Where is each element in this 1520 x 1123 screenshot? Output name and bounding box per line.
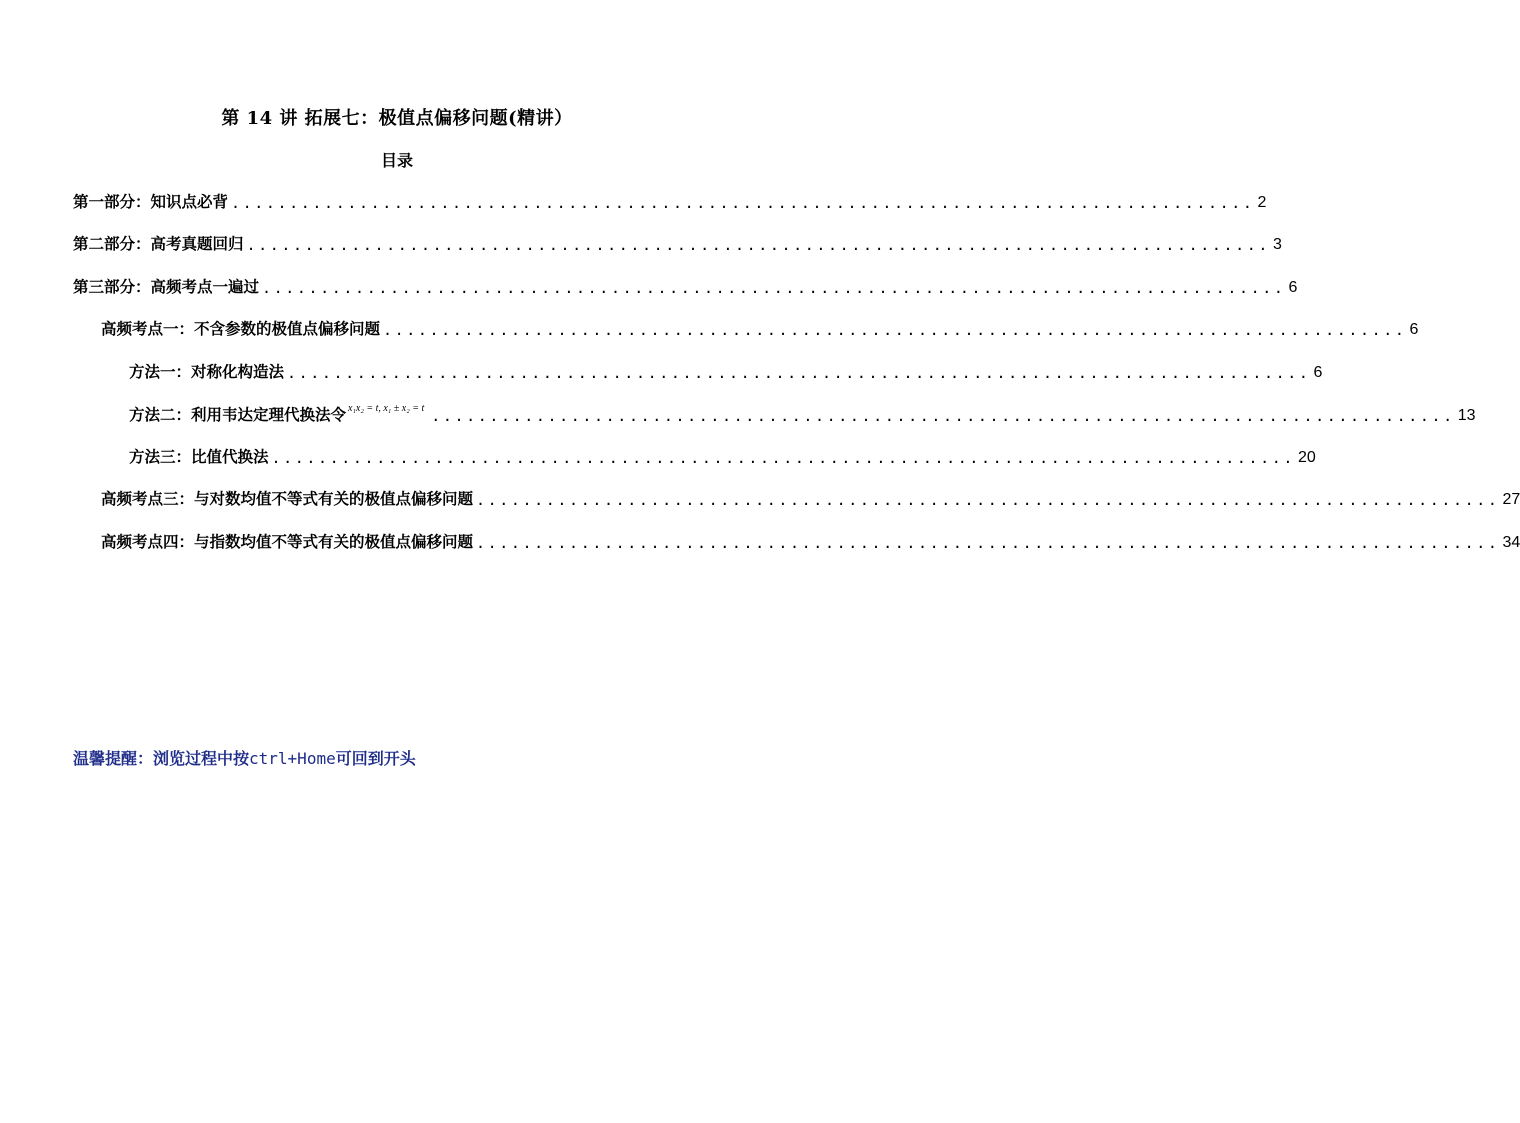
toc-entry-page: 6	[1288, 279, 1298, 296]
toc-entry-method-3[interactable]	[129, 443, 1316, 467]
tip-shortcut: ctrl+Home	[249, 749, 336, 768]
toc-entry-page: 20	[1298, 449, 1316, 466]
navigation-tip	[73, 746, 416, 769]
tip-suffix: 可回到开头	[335, 749, 416, 768]
toc-leader-dots: ........................................................................................	[246, 236, 1271, 254]
toc-entry-label: 高频考点一：不含参数的极值点偏移问题	[101, 319, 381, 338]
toc-leader-dots: ........................................................................................	[271, 449, 1296, 467]
tip-prefix: 温馨提醒：浏览过程中按	[73, 749, 250, 768]
toc-leader-dots: ........................................................................................	[431, 407, 1455, 425]
toc-entry-label: 方法二：利用韦达定理代换法令	[129, 405, 347, 424]
document-title: 第 14 讲 拓展七：极值点偏移问题(精讲）	[221, 108, 573, 129]
toc-entry-label: 方法三：比值代换法	[129, 447, 269, 466]
toc-entry-label: 方法一：对称化构造法	[129, 362, 285, 381]
toc-leader-dots: ........................................................................................	[476, 534, 1500, 552]
toc-entry-formula: x₁x₂ = t, x₁ ± x₂ = t	[348, 403, 425, 414]
toc-entry-method-2[interactable]	[129, 401, 1476, 425]
toc-entry-label: 高频考点三：与对数均值不等式有关的极值点偏移问题	[101, 489, 474, 508]
toc-heading: 目录	[380, 151, 413, 170]
toc-entry-label: 高频考点四：与指数均值不等式有关的极值点偏移问题	[101, 532, 474, 551]
toc-leader-dots: ........................................................................................	[383, 321, 1407, 339]
toc-entry-page: 2	[1257, 194, 1267, 211]
toc-entry-topic-4[interactable]	[101, 528, 1520, 552]
toc-entry-page: 27	[1502, 491, 1520, 508]
toc-leader-dots: ........................................................................................	[476, 491, 1500, 509]
toc-entry-part-2[interactable]	[73, 230, 1282, 254]
toc-entry-page: 6	[1313, 364, 1323, 381]
toc-entry-label: 第一部分：知识点必背	[73, 192, 229, 211]
toc-entry-page: 6	[1409, 321, 1419, 338]
toc-leader-dots: ........................................................................................	[231, 194, 1255, 212]
toc-entry-topic-1[interactable]	[101, 315, 1419, 339]
toc-entry-page: 34	[1502, 534, 1520, 551]
toc-entry-page: 3	[1273, 236, 1282, 253]
toc-leader-dots: ........................................................................................	[262, 279, 1286, 297]
toc-entry-topic-3[interactable]	[101, 485, 1520, 509]
toc-leader-dots: ........................................................................................	[287, 364, 1311, 382]
toc-entry-part-3[interactable]	[73, 273, 1298, 297]
toc-entry-part-1[interactable]	[73, 188, 1267, 212]
toc-entry-label: 第三部分：高频考点一遍过	[73, 277, 260, 296]
toc-entry-page: 13	[1457, 407, 1476, 424]
toc-entry-method-1[interactable]	[129, 358, 1323, 382]
toc-entry-label: 第二部分：高考真题回归	[73, 234, 244, 253]
